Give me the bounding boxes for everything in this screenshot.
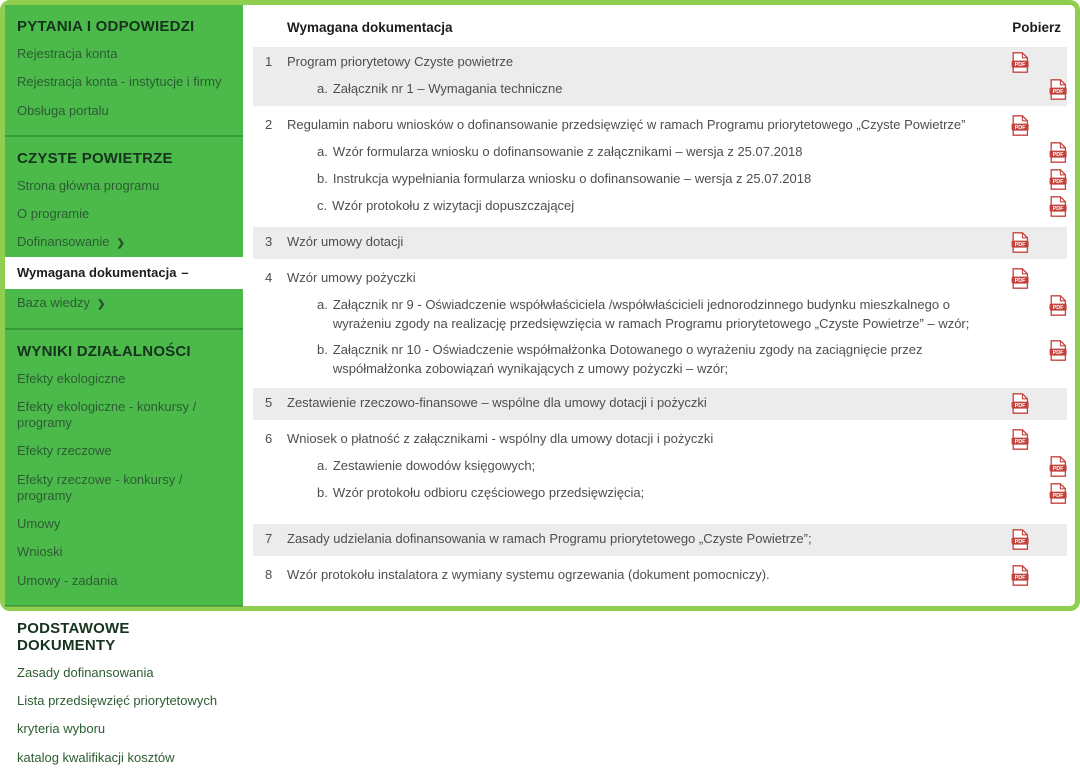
pdf-download-icon[interactable] bbox=[1049, 483, 1067, 504]
document-row bbox=[253, 110, 1067, 223]
sidebar-item-katalog-kwalifikacji-kosztów[interactable] bbox=[5, 744, 243, 772]
attachment-text: Załącznik nr 1 – Wymagania techniczne bbox=[332, 81, 563, 96]
sidebar-item-wnioski[interactable] bbox=[5, 538, 243, 566]
pdf-download-icon[interactable] bbox=[1011, 529, 1029, 550]
svg-text:PDF: PDF bbox=[1052, 349, 1064, 356]
document-number: 6 bbox=[265, 431, 273, 447]
attachment-text: Wzór protokołu odbioru częściowego przedsięwzięcia; bbox=[332, 485, 645, 501]
sidebar-item-label: Rejestracja konta bbox=[17, 46, 118, 61]
document-pdf-slot bbox=[1011, 566, 1067, 586]
attachment-text: Załącznik nr 9 - Oświadczenie współwłaściciela /współwłaścicieli jednorodzinnego budynku mieszkalnego o wyrażeniu zgody na realizację przedsięwzięcia w ramach Programu priorytetowego „Czyste Powietrze” – wzór; bbox=[332, 297, 970, 331]
attachment-line bbox=[253, 143, 1067, 163]
svg-text:PDF: PDF bbox=[1014, 62, 1026, 68]
pdf-download-icon[interactable] bbox=[1049, 142, 1067, 163]
attachment-line bbox=[253, 80, 1067, 100]
sidebar-section bbox=[5, 135, 243, 328]
attachment-text: Instrukcja wypełniania formularza wniosku o dofinansowanie – wersja z 25.07.2018 bbox=[332, 171, 812, 186]
document-title: Regulamin naboru wniosków o dofinansowanie przedsięwzięć w ramach Programu priorytetowego „Czyste Powietrze” bbox=[287, 117, 966, 132]
sidebar-section bbox=[5, 605, 243, 782]
document-number: 4 bbox=[265, 270, 273, 285]
attachment-line bbox=[253, 484, 1067, 504]
attachment-text: Wzór protokołu z wizytacji dopuszczającej bbox=[332, 198, 575, 213]
sidebar-item-umowy-zadania[interactable] bbox=[5, 567, 243, 595]
document-row bbox=[253, 263, 1067, 384]
sidebar-item-label: Efekty rzeczowe - konkursy / programy bbox=[17, 471, 183, 503]
document-main-line bbox=[253, 566, 1067, 586]
sidebar-item-label: Obsługa portalu bbox=[17, 102, 109, 118]
attachment-letter: b. bbox=[317, 341, 328, 357]
sidebar-item-label: Dofinansowanie bbox=[17, 234, 110, 250]
attachment-line bbox=[253, 296, 1067, 334]
sidebar-item-efekty-ekologiczne[interactable] bbox=[5, 365, 243, 393]
chevron-right-icon: ❯ bbox=[116, 238, 125, 250]
sidebar bbox=[5, 5, 243, 765]
document-title: Zasady udzielania dofinansowania w ramach Programu priorytetowego „Czyste Powietrze”; bbox=[287, 531, 812, 547]
document-pdf-slot bbox=[1011, 530, 1067, 550]
sidebar-item-label: Lista przedsięwzięć priorytetowych bbox=[17, 693, 218, 708]
document-main-line bbox=[253, 269, 1067, 289]
svg-text:PDF: PDF bbox=[1014, 575, 1026, 582]
sidebar-section bbox=[5, 328, 243, 605]
document-main-line bbox=[253, 53, 1067, 73]
document-pdf-slot bbox=[1011, 269, 1067, 289]
table-header bbox=[253, 5, 1067, 47]
attachment-pdf-slot bbox=[1011, 457, 1067, 477]
pdf-download-icon[interactable] bbox=[1011, 52, 1029, 73]
svg-text:PDF: PDF bbox=[1014, 403, 1026, 410]
svg-text:PDF: PDF bbox=[1052, 206, 1064, 212]
attachment-pdf-slot bbox=[1011, 197, 1067, 217]
attachment-letter: a. bbox=[317, 297, 328, 312]
sidebar-item-dofinansowanie[interactable] bbox=[5, 228, 243, 257]
attachment-pdf-slot bbox=[1011, 143, 1067, 163]
document-number: 5 bbox=[265, 395, 273, 411]
document-title: Wzór umowy dotacji bbox=[287, 234, 404, 249]
document-row bbox=[253, 424, 1067, 510]
document-title: Wniosek o płatność z załącznikami - wspólny dla umowy dotacji i pożyczki bbox=[287, 431, 714, 447]
document-row bbox=[253, 227, 1067, 259]
attachment-line bbox=[253, 457, 1067, 477]
sidebar-item-label: Efekty ekologiczne - konkursy / programy bbox=[17, 398, 197, 430]
page-title: Wymagana dokumentacja bbox=[287, 20, 453, 35]
pdf-download-icon[interactable] bbox=[1011, 115, 1029, 136]
sidebar-item-wymagana-dokumentacja[interactable] bbox=[5, 257, 243, 289]
document-row bbox=[253, 524, 1067, 556]
svg-text:PDF: PDF bbox=[1052, 179, 1064, 185]
svg-text:PDF: PDF bbox=[1014, 439, 1026, 446]
sidebar-item-label: Strona główna programu bbox=[17, 177, 160, 193]
pdf-download-icon[interactable] bbox=[1049, 295, 1067, 316]
main-content bbox=[243, 5, 1075, 606]
sidebar-section-title: PODSTAWOWE DOKUMENTY bbox=[17, 619, 130, 654]
document-list bbox=[253, 47, 1067, 596]
svg-text:PDF: PDF bbox=[1014, 125, 1026, 131]
document-title: Wzór umowy pożyczki bbox=[287, 270, 416, 285]
attachment-letter: a. bbox=[317, 458, 328, 474]
document-main-line bbox=[253, 394, 1067, 414]
document-title: Zestawienie rzeczowo-finansowe – wspólne dla umowy dotacji i pożyczki bbox=[287, 395, 707, 411]
svg-text:PDF: PDF bbox=[1052, 152, 1064, 158]
sidebar-item-label: Wnioski bbox=[17, 544, 63, 560]
pdf-download-icon[interactable] bbox=[1011, 429, 1029, 450]
attachment-line bbox=[253, 341, 1067, 379]
download-column-header: Pobierz bbox=[1012, 20, 1061, 35]
svg-text:PDF: PDF bbox=[1052, 89, 1064, 95]
pdf-download-icon[interactable] bbox=[1011, 393, 1029, 414]
sidebar-item-rejestracja-konta[interactable] bbox=[5, 40, 243, 68]
sidebar-item-label: Umowy bbox=[17, 516, 61, 531]
sidebar-item-label: Efekty ekologiczne bbox=[17, 370, 126, 386]
attachment-pdf-slot bbox=[1011, 80, 1067, 100]
attachment-letter: b. bbox=[317, 485, 328, 501]
document-pdf-slot bbox=[1011, 430, 1067, 450]
sidebar-item-label: O programie bbox=[17, 206, 90, 221]
sidebar-item-label: kryteria wyboru bbox=[17, 721, 106, 737]
sidebar-item-label: katalog kwalifikacji kosztów bbox=[17, 749, 175, 765]
attachment-pdf-slot bbox=[1011, 484, 1067, 504]
svg-text:PDF: PDF bbox=[1014, 278, 1026, 284]
document-number: 2 bbox=[265, 117, 273, 132]
sidebar-item-zasady-dofinansowania[interactable] bbox=[5, 659, 243, 687]
svg-text:PDF: PDF bbox=[1014, 539, 1026, 546]
attachment-pdf-slot bbox=[1011, 341, 1067, 361]
pdf-download-icon[interactable] bbox=[1011, 565, 1029, 586]
sidebar-item-kryteria-wyboru[interactable] bbox=[5, 715, 243, 743]
sidebar-section bbox=[5, 5, 243, 135]
attachment-text: Załącznik nr 10 - Oświadczenie współmałżonka Dotowanego o wyrażeniu zgody na zaciągnięcie przez współmałżonka zobowiązań wynikających z umowy pożyczki – wzór; bbox=[332, 341, 923, 376]
document-main-line bbox=[253, 530, 1067, 550]
document-title: Program priorytetowy Czyste powietrze bbox=[287, 54, 514, 69]
sidebar-section-title: PYTANIA I ODPOWIEDZI bbox=[17, 18, 195, 35]
document-title: Wzór protokołu instalatora z wymiany systemu ogrzewania (dokument pomocniczy). bbox=[287, 567, 770, 583]
pdf-download-icon[interactable] bbox=[1011, 268, 1029, 289]
chevron-right-icon: ❯ bbox=[96, 299, 106, 310]
pdf-download-icon[interactable] bbox=[1049, 169, 1067, 190]
sidebar-item-label: Efekty rzeczowe bbox=[17, 443, 112, 459]
document-number: 7 bbox=[265, 531, 273, 547]
sidebar-item-efekty-ekologiczne-konkursy-programy[interactable] bbox=[5, 393, 243, 438]
document-number: 8 bbox=[265, 567, 273, 583]
attachment-line bbox=[253, 170, 1067, 190]
attachment-pdf-slot bbox=[1011, 170, 1067, 190]
attachment-text: Zestawienie dowodów księgowych; bbox=[332, 458, 536, 474]
attachment-pdf-slot bbox=[1011, 296, 1067, 316]
sidebar-item-umowy[interactable] bbox=[5, 510, 243, 538]
expanded-indicator-icon: – bbox=[181, 264, 189, 280]
sidebar-item-label: Zasady dofinansowania bbox=[17, 664, 154, 680]
document-number: 3 bbox=[265, 234, 273, 249]
sidebar-item-strona-główna-programu[interactable] bbox=[5, 172, 243, 200]
sidebar-item-baza-wiedzy[interactable] bbox=[5, 289, 243, 318]
sidebar-item-efekty-rzeczowe[interactable] bbox=[5, 437, 243, 465]
attachment-letter: a. bbox=[317, 81, 328, 96]
sidebar-section-title: CZYSTE POWIETRZE bbox=[17, 149, 173, 167]
pdf-download-icon[interactable] bbox=[1049, 79, 1067, 100]
attachment-text: Wzór formularza wniosku o dofinansowanie z załącznikami – wersja z 25.07.2018 bbox=[332, 144, 803, 159]
sidebar-item-label: Baza wiedzy bbox=[17, 295, 90, 310]
document-pdf-slot bbox=[1011, 116, 1067, 136]
sidebar-section-title: WYNIKI DZIAŁALNOŚCI bbox=[17, 342, 191, 360]
sidebar-item-label: Rejestracja konta - instytucje i firmy bbox=[17, 74, 222, 90]
document-main-line bbox=[253, 430, 1067, 450]
pdf-download-icon[interactable] bbox=[1049, 340, 1067, 361]
document-pdf-slot bbox=[1011, 53, 1067, 73]
document-row bbox=[253, 560, 1067, 592]
document-row bbox=[253, 388, 1067, 420]
document-row bbox=[253, 47, 1067, 106]
sidebar-item-o-programie[interactable] bbox=[5, 200, 243, 228]
pdf-download-icon[interactable] bbox=[1049, 456, 1067, 477]
sidebar-item-rejestracja-konta-instytucje-i-firmy[interactable] bbox=[5, 68, 243, 96]
svg-text:PDF: PDF bbox=[1014, 242, 1026, 248]
svg-text:PDF: PDF bbox=[1052, 466, 1064, 473]
sidebar-item-efekty-rzeczowe-konkursy-programy[interactable] bbox=[5, 466, 243, 511]
attachment-letter: b. bbox=[317, 171, 328, 186]
pdf-download-icon[interactable] bbox=[1011, 232, 1029, 253]
document-pdf-slot bbox=[1011, 233, 1067, 253]
sidebar-item-lista-przedsięwzięć-priorytetowych[interactable] bbox=[5, 687, 243, 715]
svg-text:PDF: PDF bbox=[1052, 493, 1064, 500]
pdf-download-icon[interactable] bbox=[1049, 196, 1067, 217]
svg-text:PDF: PDF bbox=[1052, 305, 1064, 311]
sidebar-item-label: Umowy - zadania bbox=[17, 572, 118, 588]
attachment-letter: a. bbox=[317, 144, 328, 159]
attachment-letter: c. bbox=[317, 198, 328, 213]
sidebar-item-obsługa-portalu[interactable] bbox=[5, 97, 243, 125]
document-number: 1 bbox=[265, 54, 273, 69]
sidebar-item-label: Wymagana dokumentacja bbox=[17, 264, 177, 280]
document-main-line bbox=[253, 233, 1067, 253]
document-pdf-slot bbox=[1011, 394, 1067, 414]
attachment-line bbox=[253, 197, 1067, 217]
document-main-line bbox=[253, 116, 1067, 136]
